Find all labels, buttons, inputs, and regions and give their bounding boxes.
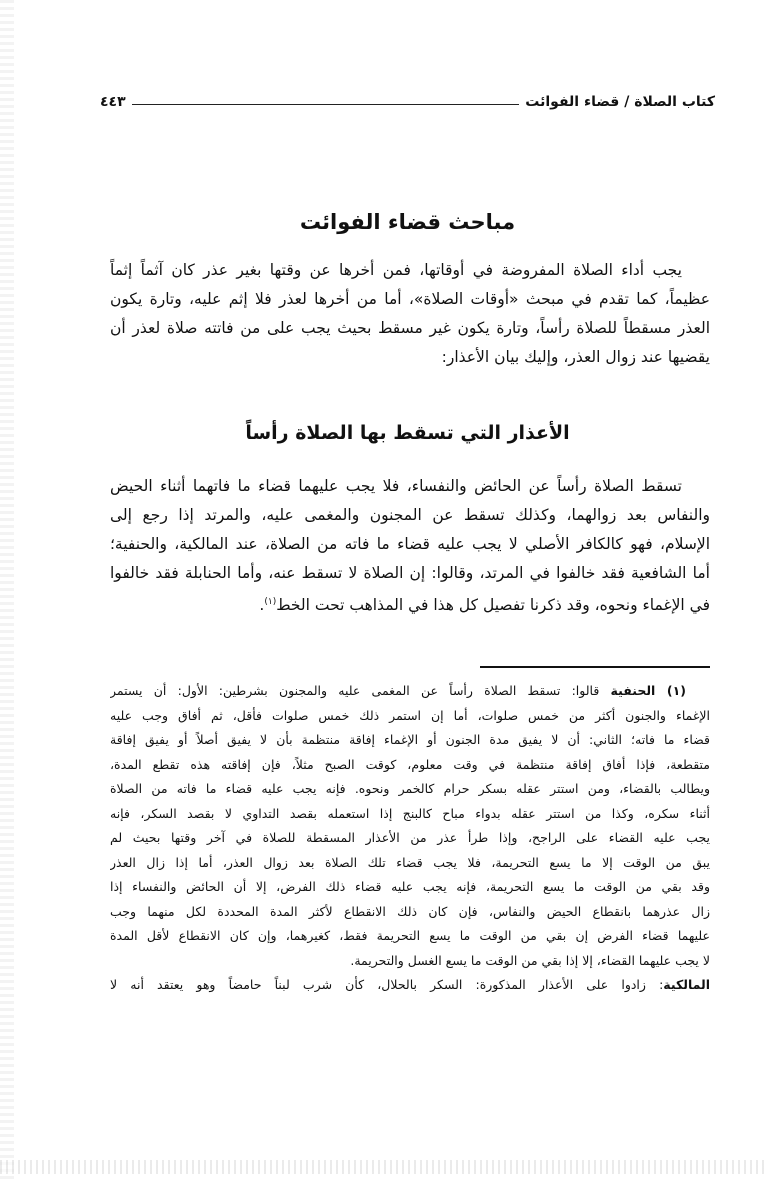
paragraph-1	[110, 256, 710, 372]
running-title: كتاب الصلاة / قضاء الفوائت	[525, 94, 715, 110]
subheading: الأعذار التي تسقط بها الصلاة رأساً	[245, 422, 570, 444]
footnote-line: قضاء ما فاته؛ الثاني: أن لا يفيق مدة الجنون أو الإغماء إفاقة منتظمة بأن لا يفيق أصلاً أو يفيق إفاقة	[110, 732, 710, 747]
footnote-line: ويطالب بالقضاء، ومن استتر عقله بسكر حرام كالخمر ونحوه. فإنه يجب عليه قضاء ما فاته من الصلاة	[110, 781, 710, 796]
text-line: العذر مسقطاً للصلاة رأساً، وتارة يكون غير مسقط بحيث يجب على من فاتته صلاة لعذر أن	[110, 319, 710, 337]
footnote-line: وقد بقي من الوقت ما يسع التحريمة، فإنه يجب عليه قضاء ذلك الفرض، إلا أن الحائض والنفساء إذا	[110, 879, 710, 894]
footnote-line: يجب عليه القضاء على الراجح، وإذا طرأ عذر من الأعذار المسقطة للصلاة في آخر وقتها بحيث لم	[110, 830, 710, 845]
text-line: والنفاس بعد زوالهما، وكذلك تسقط عن المجنون والمغمى عليه، والمرتد إذا رجع إلى	[110, 506, 710, 524]
footnote-rule	[480, 666, 710, 668]
footnote-line: المالكية: زادوا على الأعذار المذكورة: السكر بالحلال، كأن شرب لبناً حامضاً وهو يعتقد أنه لا	[110, 977, 710, 992]
footnote-line: (١) الحنفية قالوا: تسقط الصلاة رأساً عن المغمى عليه والمجنون بشرطين: الأول: أن يستمر	[110, 683, 686, 698]
footnote-label-hanafi: (١) الحنفية	[610, 683, 686, 698]
footnote-line: زال عذرهما بانقطاع الحيض والنفاس، فإن كان ذلك الانقطاع لأكثر المدة المحددة لكل منهما وجب	[110, 903, 710, 919]
header-rule	[132, 104, 520, 105]
text-line: أما الشافعية فقد خالفوا في المرتد، وقالوا: إن الصلاة لا تسقط عنه، وأما الحنابلة فقد خالفوا	[110, 564, 710, 582]
footnote-line: الإغماء والجنون أكثر من خمس صلوات، أما إن استمر ذلك خمس صلوات فأقل، ثم أفاق وجب عليه	[110, 707, 710, 723]
footnote-label-maliki: المالكية	[663, 977, 710, 992]
text-line: يجب أداء الصلاة المفروضة في أوقاتها، فمن أخرها عن وقتها بغير عذر كان آثماً إثماً	[110, 261, 682, 279]
text-line: يقضيها عند زوال العذر، وإليك بيان الأعذار:	[441, 348, 710, 366]
footnote-line: متقطعة، فإذا أفاق إفاقة منتظمة في وقت معلوم، كوقت الصبح مثلاً، فإن إفاقته هذه تقطع المدة،	[110, 756, 710, 772]
footnote	[110, 679, 710, 998]
footnote-line: يبق من الوقت إلا ما يسع التحريمة، فلا يجب قضاء تلك الصلاة بعد زوال العذر، أما إذا زال العذر	[110, 854, 710, 870]
text-line: عظيماً، كما تقدم في مبحث «أوقات الصلاة»، أما من أخرها لعذر فلا إثم عليه، وتارة يكون	[110, 290, 710, 308]
footnote-line: عليهما قضاء الفرض إن بقي من الوقت ما يسع التحريمة فقط، كغيرهما، وإن كان الانقطاع لأقل المدة	[110, 928, 710, 943]
text-line: في الإغماء ونحوه، وقد ذكرنا تفصيل كل هذا في المذاهب تحت الخط$^{(١)}$.	[259, 596, 710, 615]
footnote-line: أثناء سكره، وكذا من استتر عقله بدواء مباح كالبنج إذا استعمله بقصد التداوي لا بقصد السكر، فإنه	[110, 805, 710, 821]
footnote-marker: (١)	[264, 597, 277, 607]
text-line: تسقط الصلاة رأساً عن الحائض والنفساء، فلا يجب عليهما قضاء ما فاتهما أثناء الحيض	[110, 477, 682, 495]
page-number: ٤٤٣	[100, 94, 126, 110]
paragraph-2	[110, 472, 710, 617]
section-title: مباحث قضاء الفوائت	[299, 210, 516, 234]
page-header	[100, 88, 715, 110]
text-line: الإسلام، فهو كالكافر الأصلي لا يجب عليه قضاء ما فاته من الصلاة، عند المالكية، والحنفية؛	[110, 535, 710, 553]
scan-edge	[0, 0, 14, 1182]
scan-bottom-edge	[0, 1160, 765, 1174]
footnote-line: لا يجب عليهما القضاء، إلا إذا بقي من الوقت ما يسع الغسل والتحريمة.	[350, 952, 710, 968]
